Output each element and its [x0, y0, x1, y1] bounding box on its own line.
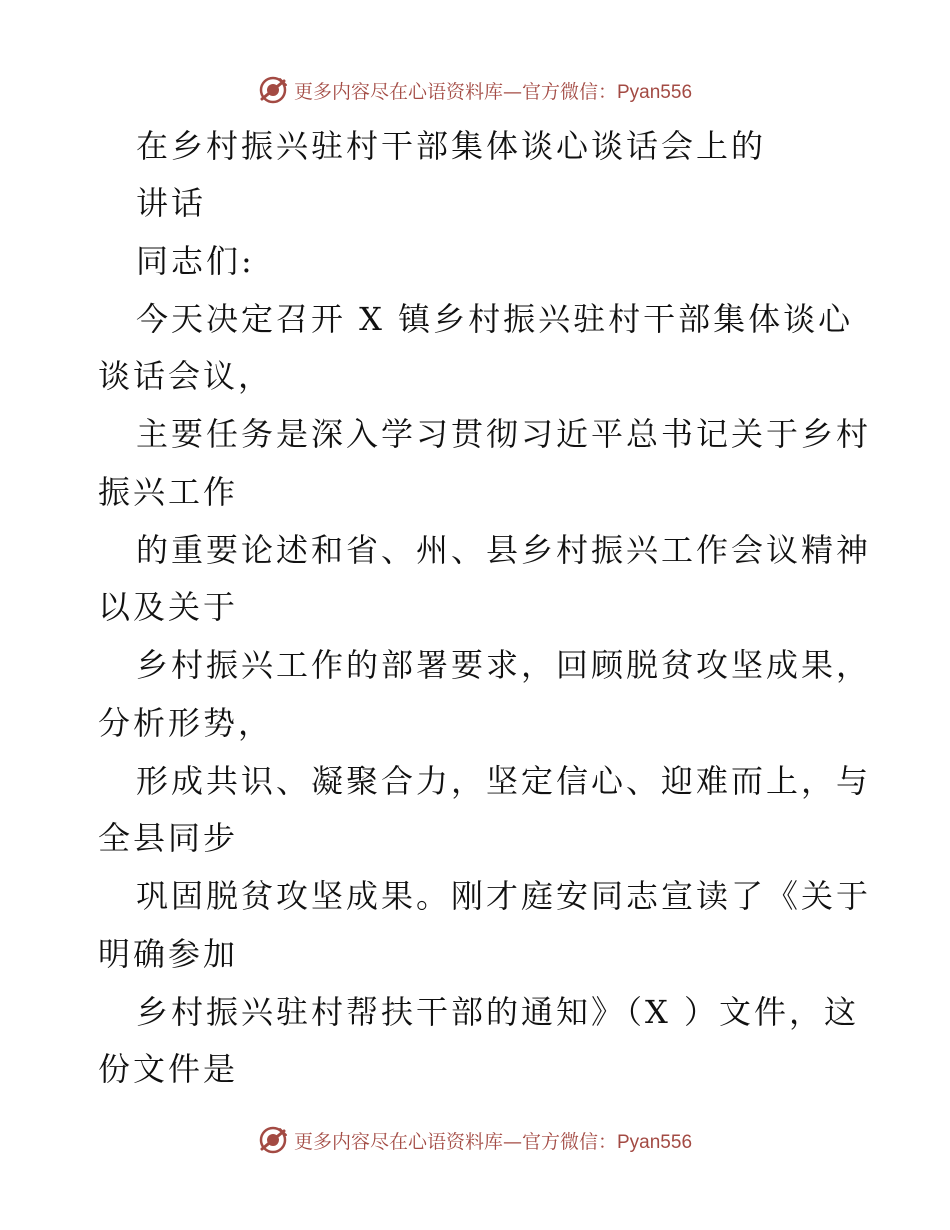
pen-logo-icon: [258, 1125, 288, 1155]
paragraph-line: 形成共识、凝聚合力，坚定信心、迎难而上，与: [136, 762, 872, 800]
paragraph-line: 谈话会议，: [98, 357, 274, 395]
banner-text: 更多内容尽在心语资料库—官方微信：Pyan556: [293, 80, 693, 103]
paragraph-line: 份文件是: [98, 1050, 239, 1088]
title-line-1: 在乡村振兴驻村干部集体谈心谈话会上的: [136, 127, 767, 165]
paragraph-line: 乡村振兴工作的部署要求，回顾脱贫攻坚成果，: [136, 646, 872, 684]
pen-logo-icon: [258, 75, 288, 105]
banner-text: 更多内容尽在心语资料库—官方微信：Pyan556: [293, 1130, 693, 1153]
header-watermark-banner: [0, 70, 950, 110]
paragraph-line: 的重要论述和省、州、县乡村振兴工作会议精神: [136, 531, 872, 569]
paragraph-line: 主要任务是深入学习贯彻习近平总书记关于乡村: [136, 415, 872, 453]
paragraph-line: 分析形势，: [98, 704, 274, 742]
salutation: 同志们:: [136, 242, 255, 280]
paragraph-line: 振兴工作: [98, 473, 239, 511]
paragraph-line: 全县同步: [98, 819, 239, 857]
title-line-2: 讲话: [136, 184, 207, 222]
paragraph-line: 明确参加: [98, 935, 239, 973]
paragraph-line: 今天决定召开 X 镇乡村振兴驻村干部集体谈心: [136, 300, 854, 338]
paragraph-line: 巩固脱贫攻坚成果。刚才庭安同志宣读了《关于: [136, 877, 872, 915]
paragraph-line: 乡村振兴驻村帮扶干部的通知》（X ）文件，这: [136, 993, 859, 1031]
footer-watermark-banner: [0, 1120, 950, 1160]
paragraph-line: 以及关于: [98, 588, 239, 626]
